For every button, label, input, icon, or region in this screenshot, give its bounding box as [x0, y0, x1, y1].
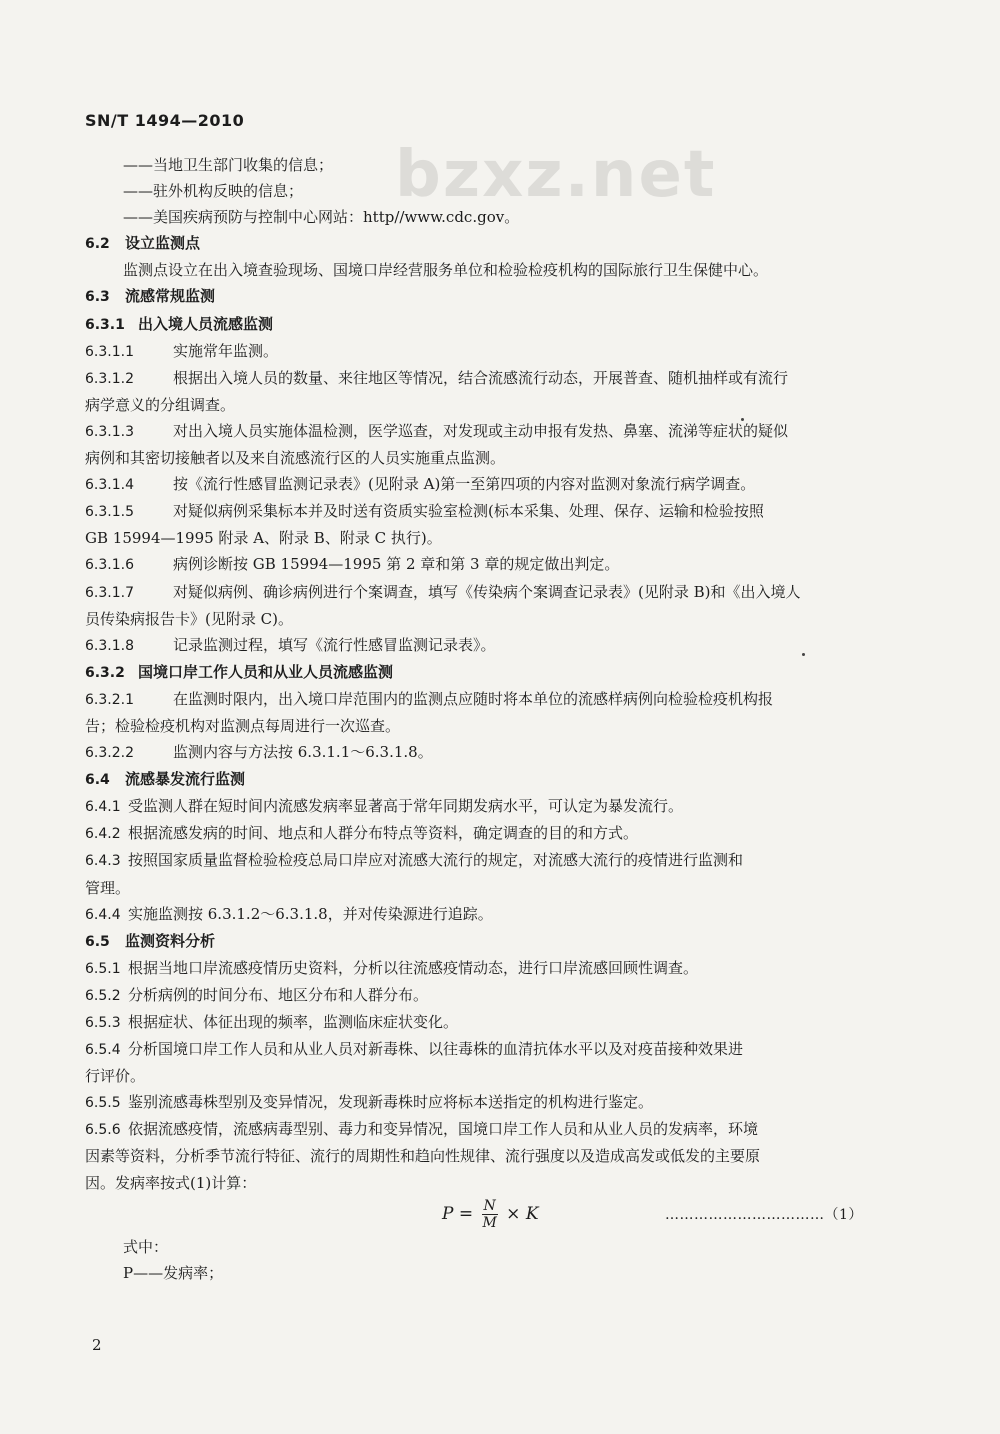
- section-heading: 6.3 流感常规监测: [85, 287, 216, 306]
- subsection-heading: 6.3.2 国境口岸工作人员和从业人员流感监测: [85, 662, 394, 681]
- paragraph: 监测点设立在出入境查验现场、国境口岸经营服务单位和检验检疫机构的国际旅行卫生保健中心。: [123, 261, 769, 280]
- clause: 6.4.3 按照国家质量监督检验检疫总局口岸应对流感大流行的规定，对流感大流行的疫情进行监测和: [85, 851, 744, 870]
- formula-number: ……………………………（1）: [665, 1206, 863, 1223]
- clause: 6.5.4 分析国境口岸工作人员和从业人员对新毒株、以往毒株的血清抗体水平以及对疫苗接种效果进: [85, 1040, 744, 1059]
- clause: 6.5.6 依据流感疫情，流感病毒型别、毒力和变异情况，国境口岸工作人员和从业人员的发病率，环境: [85, 1120, 759, 1139]
- incidence-formula: [85, 1196, 900, 1234]
- clause-continuation: 员传染病报告卡》(见附录 C)。: [85, 609, 293, 628]
- clause: 6.3.2.2 监测内容与方法按 6.3.1.1～6.3.1.8。: [85, 743, 433, 762]
- clause-continuation: 病例和其密切接触者以及来自流感流行区的人员实施重点监测。: [85, 449, 506, 468]
- clause-continuation: 因素等资料，分析季节流行特征、流行的周期性和趋向性规律、流行强度以及造成高发或低发的主要原: [85, 1147, 761, 1166]
- clause: 6.3.1.4 按《流行性感冒监测记录表》(见附录 A)第一至第四项的内容对监测对象流行病学调查。: [85, 475, 756, 494]
- scan-speck: [802, 653, 805, 656]
- clause: 6.3.1.3 对出入境人员实施体温检测，医学巡查，对发现或主动申报有发热、鼻塞、流涕等症状的疑似: [85, 421, 789, 440]
- scan-speck: [741, 418, 744, 421]
- section-heading: 6.4 流感暴发流行监测: [85, 770, 246, 789]
- variable-definition: P——发病率；: [123, 1263, 224, 1282]
- formula-lhs: P: [442, 1203, 454, 1224]
- section-heading: 6.2 设立监测点: [85, 234, 201, 253]
- clause-continuation: 告；检验检疫机构对监测点每周进行一次巡查。: [85, 716, 401, 735]
- clause: 6.4.1 受监测人群在短时间内流感发病率显著高于常年同期发病水平，可认定为暴发流行。: [85, 797, 684, 816]
- clause: 6.3.1.7 对疑似病例、确诊病例进行个案调查，填写《传染病个案调查记录表》(见附录 B)和《出入境人: [85, 582, 801, 601]
- clause: 6.3.1.8 记录监测过程，填写《流行性感冒监测记录表》。: [85, 635, 496, 654]
- clause: 6.5.3 根据症状、体征出现的频率，监测临床症状变化。: [85, 1013, 459, 1031]
- bullet-item: ——当地卫生部门收集的信息；: [123, 156, 334, 174]
- watermark: bzxz.net: [395, 138, 717, 212]
- clause: 6.3.1.6 病例诊断按 GB 15994—1995 第 2 章和第 3 章的规定做出判定。: [85, 555, 620, 574]
- formula-fraction: [482, 1198, 498, 1231]
- clause-continuation: 因。发病率按式(1)计算：: [85, 1173, 257, 1192]
- clause: 6.3.2.1 在监测时限内，出入境口岸范围内的监测点应随时将本单位的流感样病例向检验检疫机构报: [85, 689, 774, 708]
- page-number: 2: [92, 1336, 102, 1354]
- formula-equals: =: [458, 1203, 474, 1224]
- section-heading: 6.5 监测资料分析: [85, 931, 216, 950]
- bullet-item: ——驻外机构反映的信息；: [123, 182, 304, 201]
- document-body: [85, 152, 900, 1286]
- formula-denominator: M: [482, 1214, 497, 1231]
- subsection-heading: 6.3.1 出入境人员流感监测: [85, 314, 274, 333]
- clause: 6.4.4 实施监测按 6.3.1.2～6.3.1.8，并对传染源进行追踪。: [85, 904, 493, 923]
- formula-constant: K: [525, 1203, 539, 1224]
- clause-continuation: 行评价。: [85, 1067, 146, 1086]
- clause: 6.3.1.1 实施常年监测。: [85, 341, 279, 360]
- bullet-item: ——美国疾病预防与控制中心网站：http//www.cdc.gov。: [123, 208, 520, 227]
- clause: 6.5.2 分析病例的时间分布、地区分布和人群分布。: [85, 985, 429, 1004]
- formula-times: ×: [506, 1203, 521, 1224]
- formula-numerator: N: [483, 1197, 496, 1214]
- clause-continuation: GB 15994—1995 附录 A、附录 B、附录 C 执行)。: [85, 529, 442, 548]
- clause: 6.4.2 根据流感发病的时间、地点和人群分布特点等资料，确定调查的目的和方式。: [85, 824, 639, 843]
- clause: 6.3.1.2 根据出入境人员的数量、来往地区等情况，结合流感流行动态，开展普查、随机抽样或有流行: [85, 368, 789, 387]
- standard-code-header: SN/T 1494—2010: [85, 111, 245, 130]
- clause: 6.5.5 鉴别流感毒株型别及变异情况，发现新毒株时应将标本送指定的机构进行鉴定。: [85, 1093, 654, 1112]
- clause: 6.5.1 根据当地口岸流感疫情历史资料，分析以往流感疫情动态，进行口岸流感回顾性调查。: [85, 958, 699, 977]
- where-label: 式中：: [123, 1237, 169, 1256]
- clause-continuation: 病学意义的分组调查。: [85, 395, 236, 414]
- clause-continuation: 管理。: [85, 878, 131, 897]
- clause: 6.3.1.5 对疑似病例采集标本并及时送有资质实验室检测(标本采集、处理、保存、运输和检验按照: [85, 502, 764, 521]
